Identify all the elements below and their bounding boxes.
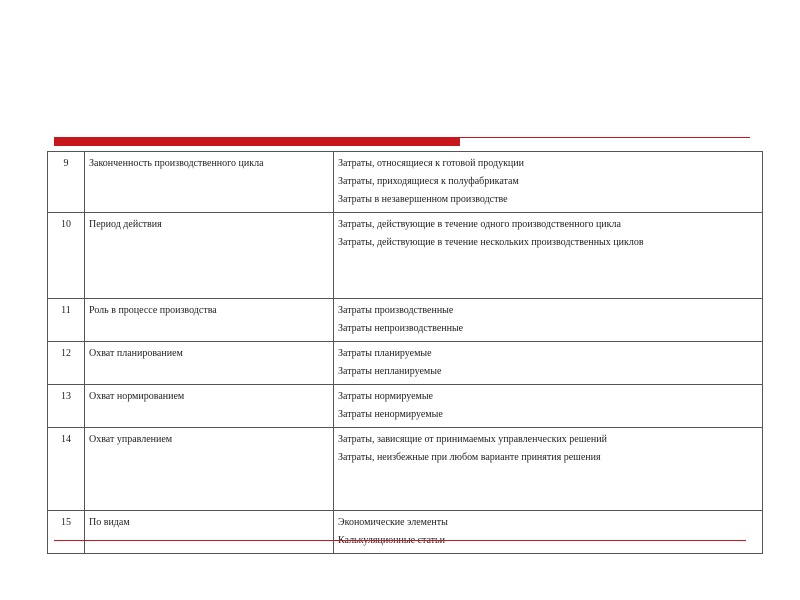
classification-attribute: Охват планированием — [85, 342, 334, 385]
table-row — [48, 342, 763, 385]
cost-classification-table — [47, 151, 763, 554]
cost-type-item: Затраты, зависящие от принимаемых управленческих решений — [338, 434, 607, 445]
cost-type-item: Затраты непланируемые — [338, 366, 442, 377]
cost-type-item: Экономические элементы — [338, 517, 448, 528]
cost-type-item: Затраты, относящиеся к готовой продукции — [338, 158, 524, 169]
cost-type-item: Затраты непроизводственные — [338, 323, 464, 334]
cost-type-item: Затраты нормируемые — [338, 391, 433, 402]
cost-type-item: Затраты в незавершенном производстве — [338, 194, 508, 205]
cost-type-item: Затраты, неизбежные при любом варианте принятия решения — [338, 452, 601, 463]
classification-attribute: Охват нормированием — [85, 385, 334, 428]
cost-type-item — [338, 532, 758, 550]
classification-attribute: Роль в процессе производства — [85, 299, 334, 342]
cost-types-cell — [334, 299, 763, 342]
row-number: 11 — [48, 299, 85, 342]
table-row — [48, 511, 763, 554]
cost-type-item: Затраты ненормируемые — [338, 409, 443, 420]
table-row — [48, 385, 763, 428]
cost-types-cell — [334, 511, 763, 554]
cost-types-cell — [334, 385, 763, 428]
footer-accent-line — [54, 540, 746, 541]
cost-types-cell — [334, 152, 763, 213]
table-row — [48, 299, 763, 342]
classification-attribute: По видам — [85, 511, 334, 554]
table-row — [48, 213, 763, 299]
cost-types-cell — [334, 342, 763, 385]
classification-attribute: Законченность производственного цикла — [85, 152, 334, 213]
cost-type-item: Затраты, действующие в течение нескольких производственных циклов — [338, 237, 644, 248]
cost-types-cell — [334, 428, 763, 511]
cost-type-item: Затраты, действующие в течение одного производственного цикла — [338, 219, 621, 230]
row-number: 12 — [48, 342, 85, 385]
header-accent-bar — [54, 137, 460, 146]
cost-type-item: Затраты, приходящиеся к полуфабрикатам — [338, 176, 519, 187]
table-row — [48, 428, 763, 511]
cost-types-cell — [334, 213, 763, 299]
cost-type-item: Затраты планируемые — [338, 348, 432, 359]
row-number: 10 — [48, 213, 85, 299]
row-number: 9 — [48, 152, 85, 213]
classification-attribute: Период действия — [85, 213, 334, 299]
row-number: 14 — [48, 428, 85, 511]
cost-type-item: Затраты производственные — [338, 305, 454, 316]
classification-attribute: Охват управлением — [85, 428, 334, 511]
row-number: 13 — [48, 385, 85, 428]
row-number: 15 — [48, 511, 85, 554]
header-accent-line — [460, 137, 750, 138]
table-row — [48, 152, 763, 213]
